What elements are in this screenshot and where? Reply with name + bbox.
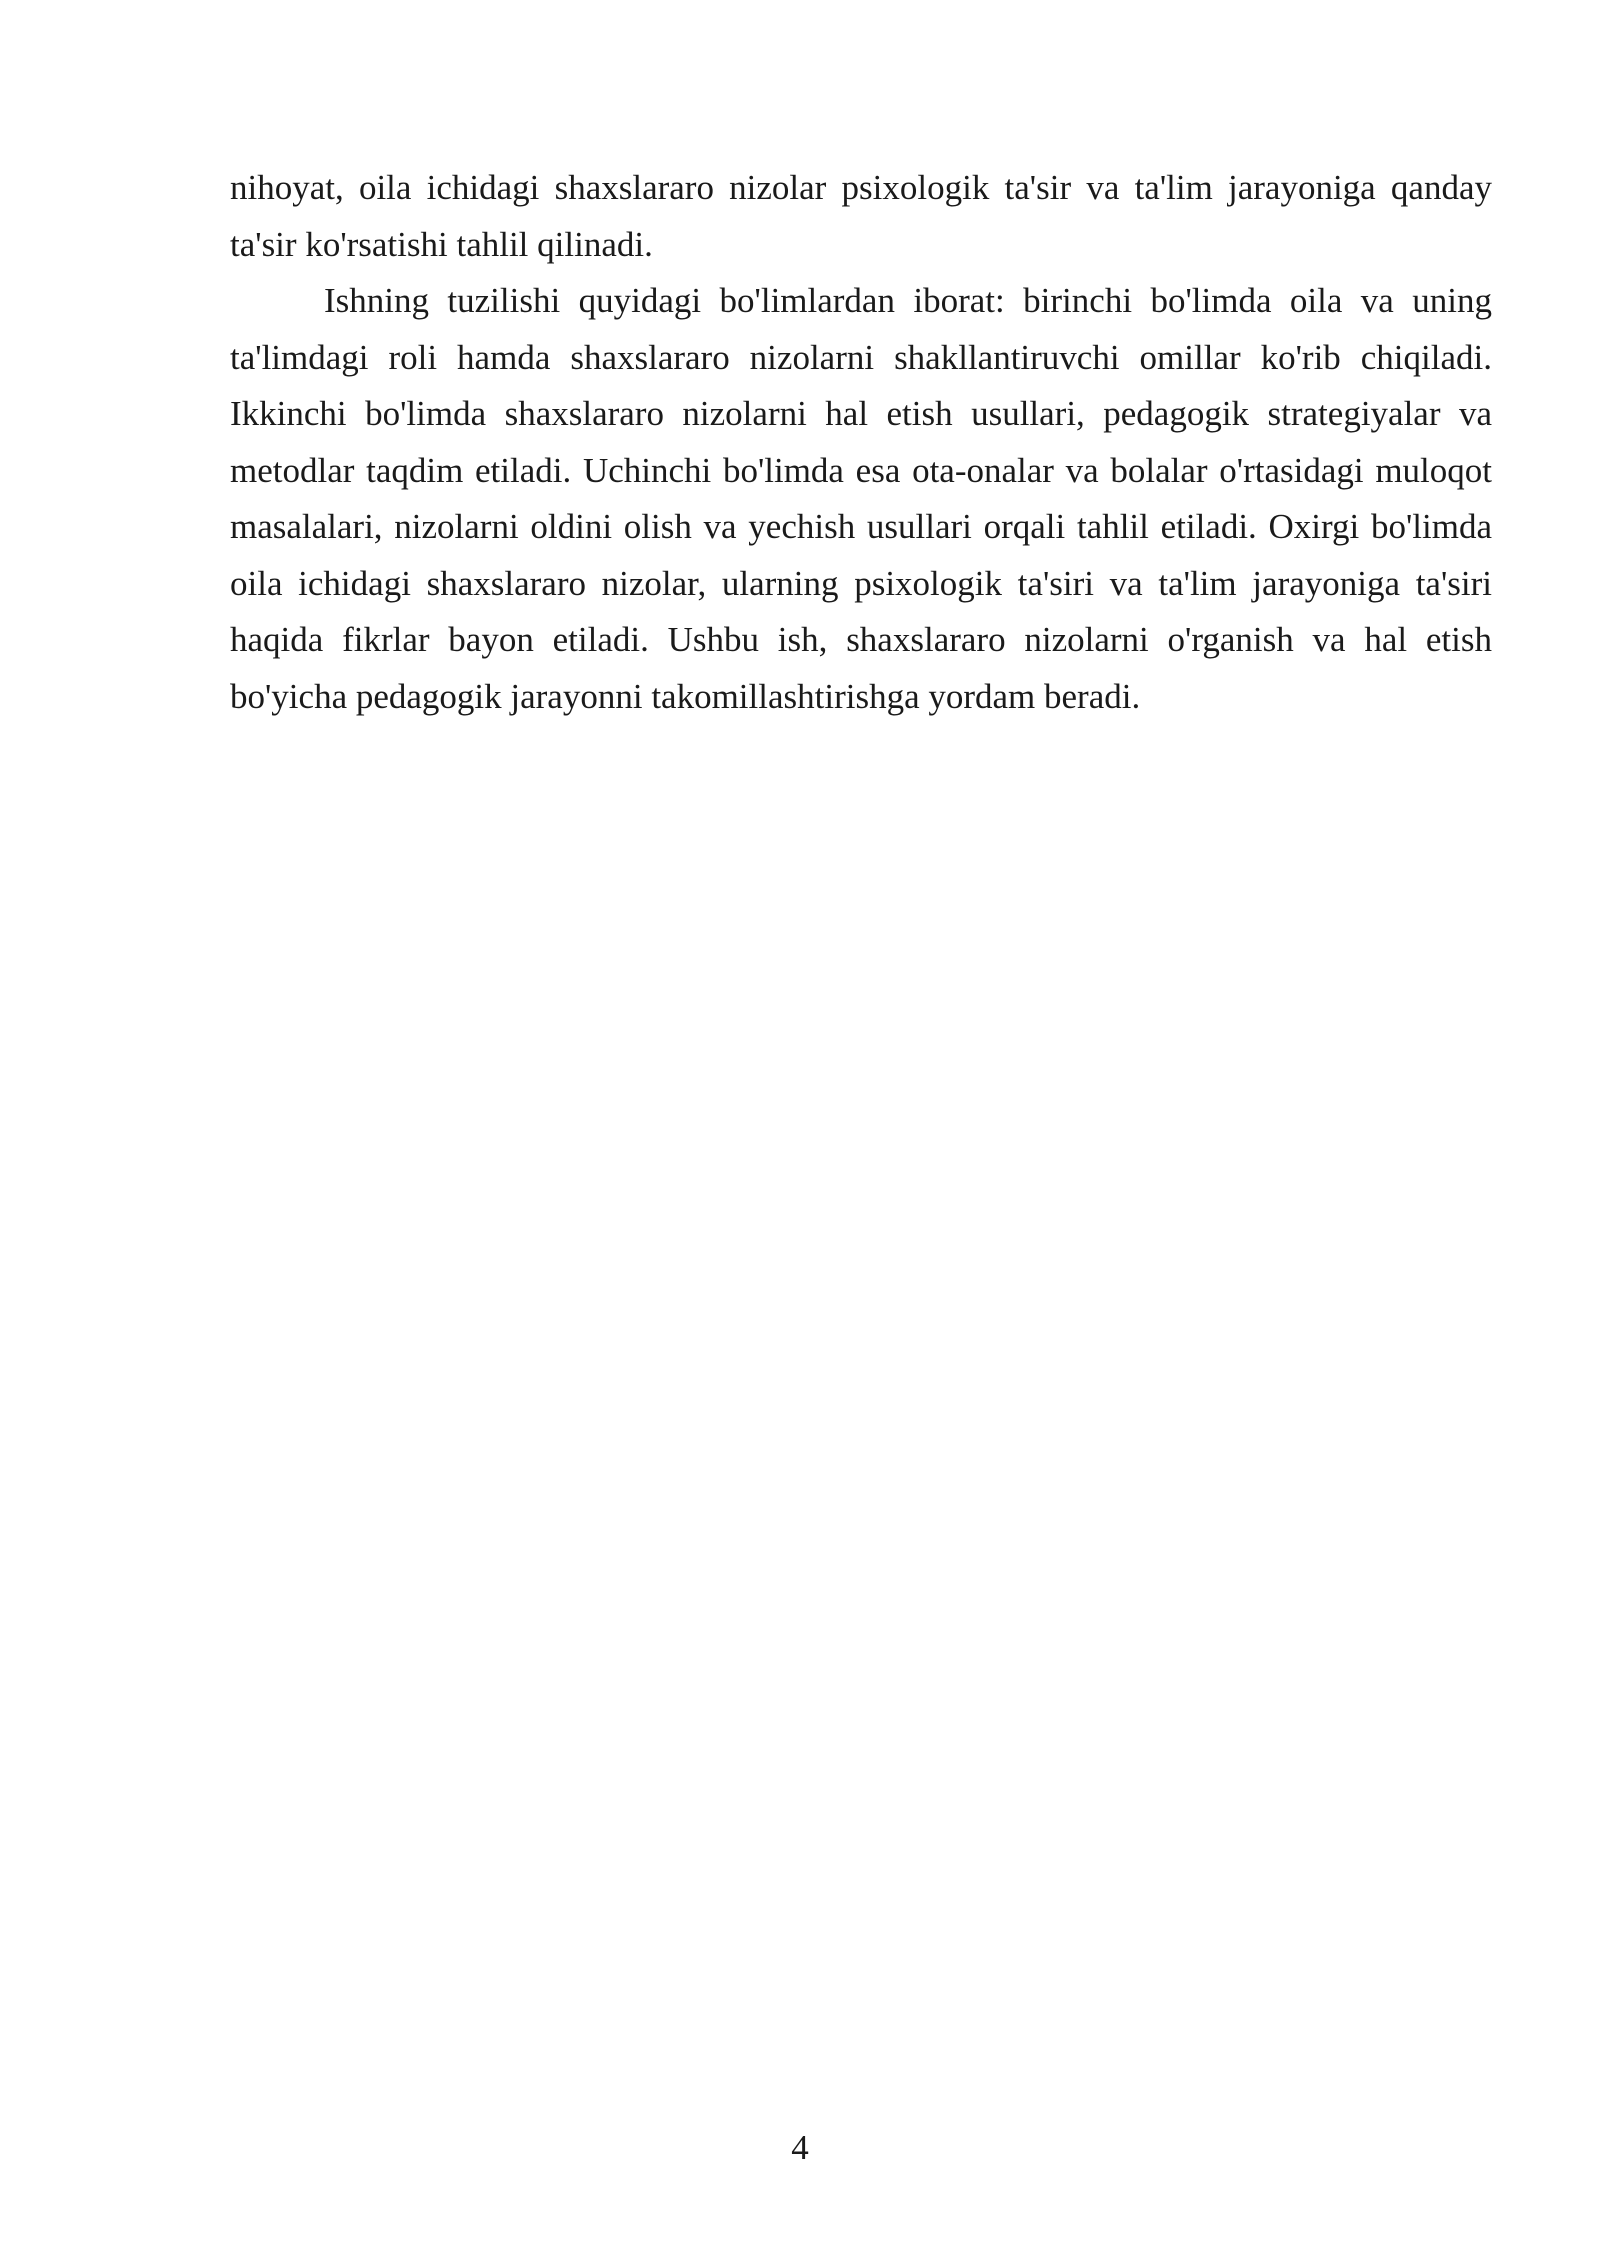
paragraph-continuation: nihoyat, oila ichidagi shaxslararo nizolar psixologik ta'sir va ta'lim jarayoniga qanday ta'sir ko'rsatishi tahlil qilinadi. bbox=[230, 168, 1492, 264]
paragraph-structure: Ishning tuzilishi quyidagi bo'limlardan iborat: birinchi bo'limda oila va uning ta'limdagi roli hamda shaxslararo nizolarni shakllantiruvchi omillar ko'rib chiqiladi. Ikkinchi bo'limda shaxslararo nizolarni hal etish usullari, pedagogik strategiyalar va metodlar taqdim etiladi. Uchinchi bo'limda esa ota-onalar va bolalar o'rtasidagi muloqot masalalari, nizolarni oldini olish va yechish usullari orqali tahlil etiladi. Oxirgi bo'limda oila ichidagi shaxslararo nizolar, ularning psixologik ta'siri va ta'lim jarayoniga ta'siri haqida fikrlar bayon etiladi. Ushbu ish, shaxslararo nizolarni o'rganish va hal etish bo'yicha pedagogik jarayonni takomillashtirishga yordam beradi. bbox=[230, 281, 1492, 716]
page-number: 4 bbox=[791, 2128, 809, 2167]
body-text bbox=[230, 160, 1492, 725]
